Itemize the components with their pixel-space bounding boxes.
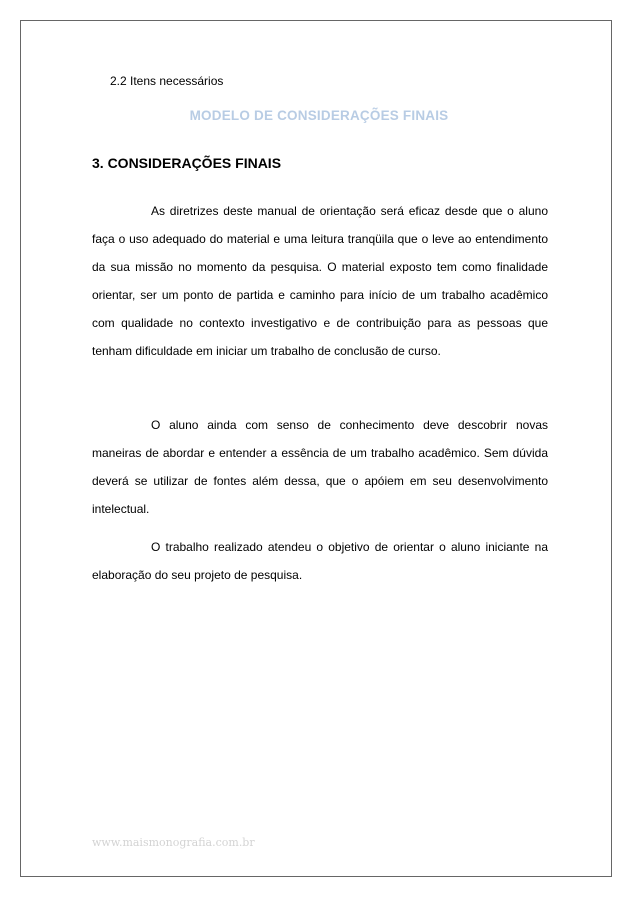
footer-url[interactable]: www.maismonografia.com.br (92, 836, 255, 849)
paragraph-2-text: O aluno ainda com senso de conhecimento deve descobrir novas maneiras de abordar e entender a essência de um trabalho acadêmico. Sem dúvida deverá se utilizar de fontes além dessa, que o apóiem em seu desenvolvimento intelectual. (92, 418, 548, 516)
paragraph-2 (92, 411, 548, 523)
subsection-title: 2.2 Itens necessários (110, 74, 224, 88)
paragraph-3-text: O trabalho realizado atendeu o objetivo de orientar o aluno iniciante na elaboração do seu projeto de pesquisa. (92, 540, 548, 582)
paragraph-3 (92, 533, 548, 589)
section-heading: 3. CONSIDERAÇÕES FINAIS (92, 155, 282, 171)
model-title: MODELO DE CONSIDERAÇÕES FINAIS (189, 108, 449, 123)
paragraph-1 (92, 197, 548, 365)
paragraph-1-text: As diretrizes deste manual de orientação será eficaz desde que o aluno faça o uso adequado do material e uma leitura tranqüila que o leve ao entendimento da sua missão no momento da pesquisa. O material exposto tem como finalidade orientar, ser um ponto de partida e caminho para início de um trabalho acadêmico com qualidade no contexto investigativo e de contribuição para as pessoas que tenham dificuldade em iniciar um trabalho de conclusão de curso. (92, 204, 548, 358)
